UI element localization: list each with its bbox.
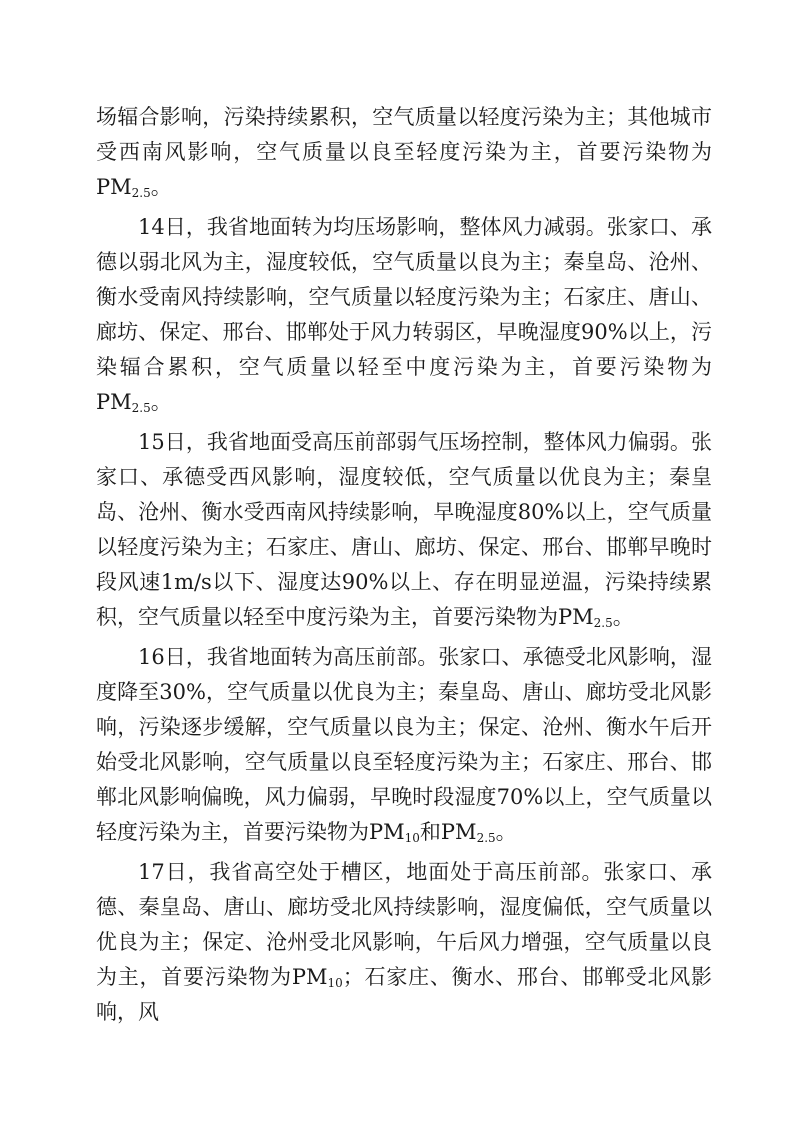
subscript: 2.5 [131,186,151,200]
paragraph-continuation [96,100,712,205]
text-run: 15日，我省地面受高压前部弱气压场控制，整体风力偏弱。张家口、承德受西风影响，湿度较低，空气质量以优良为主；秦皇岛、沧州、衡水受西南风持续影响，早晚湿度80%以上，空气质量以轻度污染为主；石家庄、唐山、廊坊、保定、邢台、邯郸早晚时段风速1m/s以下、湿度达90%以上、存在明显逆温，污染持续累积，空气质量以轻至中度污染为主，首要污染物为 [96,430,712,629]
paragraph-day17 [96,855,712,1030]
text-run: 。 [150,175,172,199]
subscript: 10 [327,976,343,990]
text-run: ；石家庄、衡水、邢台、邯郸受北风影响，风 [96,965,713,1024]
text-run: PM [96,175,132,199]
text-run: PM [440,820,477,844]
paragraph-day15 [96,425,712,635]
text-run: 。 [150,390,172,414]
paragraph-day16 [96,640,712,850]
subscript: 2.5 [593,616,613,630]
subscript: 2.5 [476,831,496,845]
subscript: 10 [404,831,420,845]
subscript: 2.5 [131,401,151,415]
text-run: PM [558,605,594,629]
text-run: 17日，我省高空处于槽区，地面处于高压前部。张家口、承德、秦皇岛、唐山、廊坊受北风持续影响，湿度偏低，空气质量以优良为主；保定、沧州受北风影响，午后风力增强，空气质量以良为主，首要污染物为 [96,860,712,989]
paragraph-day14 [96,210,712,420]
text-run: 。 [612,605,634,629]
text-run: 14日，我省地面转为均压场影响，整体风力减弱。张家口、承德以弱北风为主，湿度较低，空气质量以良为主；秦皇岛、沧州、衡水受南风持续影响，空气质量以轻度污染为主；石家庄、唐山、廊坊、保定、邢台、邯郸处于风力转弱区，早晚湿度90%以上，污染辐合累积，空气质量以轻至中度污染为主，首要污染物为 [96,215,712,379]
document-body [96,100,712,1035]
text-run: 和 [419,820,441,844]
text-run: PM [291,965,328,989]
text-run: PM [369,820,405,844]
text-run: 16日，我省地面转为高压前部。张家口、承德受北风影响，湿度降至30%，空气质量以优良为主；秦皇岛、唐山、廊坊受北风影响，污染逐步缓解，空气质量以良为主；保定、沧州、衡水午后开始受北风影响，空气质量以良至轻度污染为主；石家庄、邢台、邯郸北风影响偏晚，风力偏弱，早晚时段湿度70%以上，空气质量以轻度污染为主，首要污染物为 [96,645,712,844]
text-run: 。 [495,820,517,844]
text-run: 场辐合影响，污染持续累积，空气质量以轻度污染为主；其他城市受西南风影响，空气质量以良至轻度污染为主，首要污染物为 [96,105,712,164]
text-run: PM [96,390,132,414]
